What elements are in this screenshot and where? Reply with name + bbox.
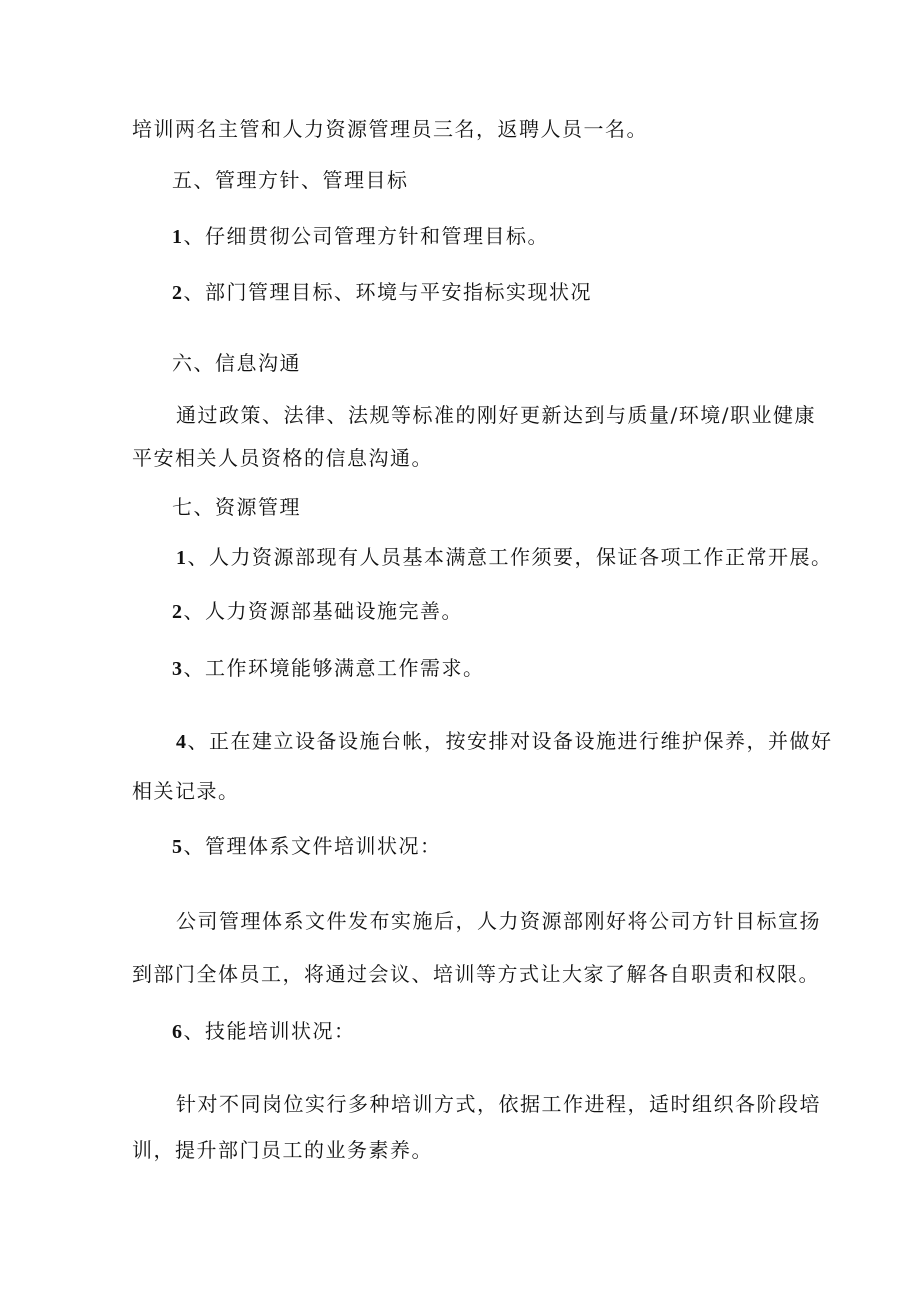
item-7-5 — [172, 832, 442, 861]
item-7-5-paragraph-line-2 — [132, 960, 820, 988]
item-7-4-text-2: 相关记录。 — [132, 779, 240, 803]
section-5-heading — [172, 166, 409, 194]
item-7-5-text: 、管理体系文件培训状况： — [183, 834, 442, 858]
item-7-1-number: 1 — [176, 547, 188, 569]
item-7-4-number: 4 — [176, 731, 188, 753]
item-7-6-paragraph-line-2 — [132, 1136, 433, 1164]
item-7-5-number: 5 — [172, 836, 184, 858]
item-7-6-number: 6 — [172, 1021, 184, 1043]
item-7-3-number: 3 — [172, 658, 184, 680]
item-7-6-paragraph-text-2: 训，提升部门员工的业务素养。 — [132, 1138, 433, 1162]
item-5-2-text: 、部门管理目标、环境与平安指标实现状况 — [183, 280, 592, 304]
section-7-title: 七、资源管理 — [172, 495, 301, 519]
section-6-paragraph-line-2 — [132, 444, 433, 472]
item-5-2 — [172, 278, 592, 307]
section-6-paragraph-line-1 — [176, 401, 816, 429]
item-7-4-text-1: 、正在建立设备设施台帐，按安排对设备设施进行维护保养，并做好 — [187, 729, 833, 753]
item-7-2-text: 、人力资源部基础设施完善。 — [183, 599, 463, 623]
item-7-3 — [172, 654, 485, 683]
section-6-paragraph-text-1: 通过政策、法律、法规等标准的刚好更新达到与质量/环境/职业健康 — [176, 403, 816, 427]
section-6-paragraph-text-2: 平安相关人员资格的信息沟通。 — [132, 446, 433, 470]
item-7-6-paragraph-line-1 — [176, 1090, 821, 1118]
item-7-6-paragraph-text-1: 针对不同岗位实行多种培训方式，依据工作进程，适时组织各阶段培 — [176, 1092, 821, 1116]
section-6-heading — [172, 349, 301, 377]
intro-text: 培训两名主管和人力资源管理员三名，返聘人员一名。 — [132, 117, 648, 141]
item-7-6 — [172, 1017, 356, 1046]
item-5-1 — [172, 222, 549, 251]
intro-line — [132, 115, 648, 143]
item-7-3-text: 、工作环境能够满意工作需求。 — [183, 656, 485, 680]
item-7-5-paragraph-line-1 — [176, 907, 821, 935]
item-7-2-number: 2 — [172, 601, 184, 623]
section-5-title: 五、管理方针、管理目标 — [172, 168, 409, 192]
item-5-1-number: 1 — [172, 226, 184, 248]
item-7-6-text: 、技能培训状况： — [183, 1019, 356, 1043]
item-7-5-paragraph-text-1: 公司管理体系文件发布实施后，人力资源部刚好将公司方针目标宣扬 — [176, 909, 821, 933]
section-6-title: 六、信息沟通 — [172, 351, 301, 375]
item-7-5-paragraph-text-2: 到部门全体员工，将通过会议、培训等方式让大家了解各自职责和权限。 — [132, 962, 820, 986]
item-5-2-number: 2 — [172, 282, 184, 304]
item-7-1 — [176, 543, 833, 572]
item-5-1-text: 、仔细贯彻公司管理方针和管理目标。 — [183, 224, 549, 248]
item-7-2 — [172, 597, 463, 626]
item-7-1-text: 、人力资源部现有人员基本满意工作须要，保证各项工作正常开展。 — [187, 545, 833, 569]
item-7-4-line-1 — [176, 727, 833, 756]
item-7-4-line-2 — [132, 777, 240, 805]
section-7-heading — [172, 493, 301, 521]
